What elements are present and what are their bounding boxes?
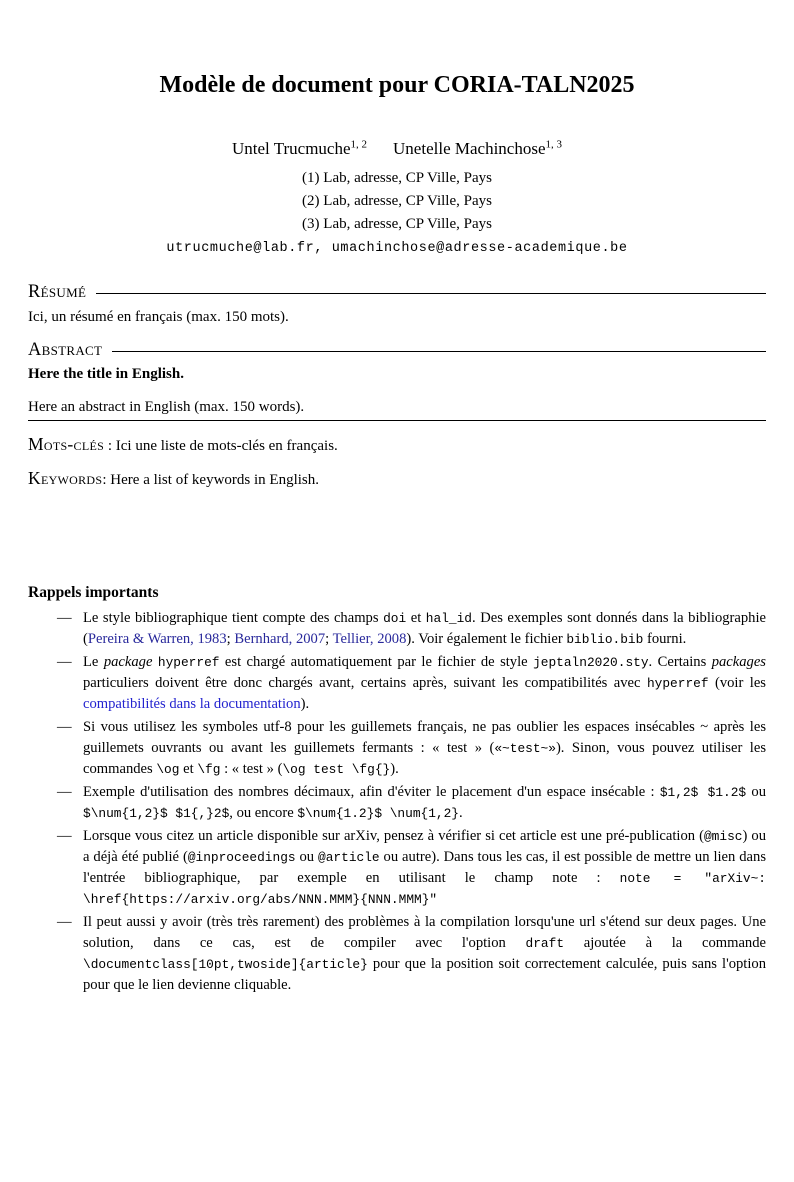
rappels-heading: Rappels importants [28, 583, 159, 601]
resume-label: Résumé [28, 281, 87, 302]
item-bullet: — [57, 827, 72, 844]
text-span: Le [83, 653, 104, 670]
abstract-section [28, 340, 766, 421]
citation-link[interactable]: Tellier, 2008 [332, 630, 407, 647]
text-span: pour que la position soit correctement calculée, puis sans l'option pour que le lien devienne cliquable. [83, 955, 766, 993]
authors-line [28, 138, 766, 159]
code-span: \fg [197, 761, 221, 777]
text-span: ). [300, 695, 310, 712]
text-span: , ou encore [229, 804, 298, 821]
mots-cles-line [28, 434, 766, 455]
code-span: note = "arXiv~: \href{https://arxiv.org/abs/NNN.MMM}{NNN.MMM}" [83, 870, 766, 907]
text-span: et [406, 609, 426, 626]
code-span: draft [525, 935, 565, 951]
document-title: Modèle de document pour CORIA-TALN2025 [159, 72, 635, 98]
code-span: @inproceedings [187, 849, 296, 865]
resume-rule [96, 293, 766, 294]
code-span: \documentclass[10pt,twoside]{article} [83, 956, 368, 972]
code-span: $1,2$ $1.2$ [659, 784, 747, 800]
mots-cles-text: Ici une liste de mots-clés en français. [115, 437, 338, 454]
text-span: Lorsque vous citez un article disponible sur arXiv, pensez à vérifier si cet article est une pré-publication ( [83, 827, 704, 844]
abstract-text: Here an abstract in English (max. 150 words). [28, 399, 766, 421]
text-span: ). Sinon, vous pouvez utiliser les commandes [83, 739, 766, 777]
author-1-name: Untel Trucmuche [232, 138, 351, 158]
document-page [0, 70, 794, 1182]
code-span: $\num{1.2}$ \num{1,2} [297, 805, 460, 821]
italic-span: packages [711, 653, 766, 670]
mots-cles-label: Mots-clés [28, 433, 105, 454]
resume-text: Ici, un résumé en français (max. 150 mots). [28, 308, 289, 325]
rappel-item-4 [28, 782, 766, 824]
text-span: particuliers doivent être donc chargés avant, certains après, suivant les compatibilités avec [83, 674, 647, 691]
keywords-text: Here a list of keywords in English. [110, 471, 320, 488]
code-span: $\num{1,2}$ $1{,}2$ [83, 805, 230, 821]
code-span: hyperref [157, 654, 220, 670]
author-2-name: Unetelle Machinchose [393, 138, 546, 158]
code-span: jeptaln2020.sty [533, 654, 649, 670]
affiliation-1: (1) Lab, adresse, CP Ville, Pays [302, 169, 492, 186]
item-text [83, 610, 766, 647]
rappel-item-1 [28, 608, 766, 650]
item-text [83, 719, 766, 777]
resume-section [28, 282, 766, 326]
author-1-affiliation-marks: 1, 2 [350, 138, 368, 150]
keywords-separator: : [102, 471, 111, 488]
text-span: ou [295, 848, 319, 865]
text-span: . Des exemples sont donnés dans la bibliographie ( [83, 609, 766, 647]
rappel-item-6 [28, 912, 766, 996]
code-span: @misc [703, 828, 743, 844]
text-span: ) ou a déjà été publié ( [83, 827, 766, 865]
citation-link[interactable]: Bernhard, 2007 [234, 630, 326, 647]
text-span: Si vous utilisez les symboles utf-8 pour les guillemets français, ne pas oublier les espaces insécables ~ après les guillemets ouvrants ou avant les guillemets fermants : « test » ( [83, 718, 766, 756]
text-span: ; [325, 630, 333, 647]
abstract-label: Abstract [28, 339, 103, 360]
resume-header [28, 282, 766, 303]
text-span: et [179, 760, 198, 777]
text-span: . Certains [648, 653, 712, 670]
text-span: ajoutée à la commande [564, 934, 766, 951]
code-span: «~test~» [494, 740, 556, 756]
text-span: : « test » ( [220, 760, 283, 777]
abstract-rule [112, 351, 766, 352]
text-span: ). [390, 760, 399, 777]
text-span: Le style bibliographique tient compte des champs [83, 609, 384, 626]
abstract-header [28, 340, 766, 361]
text-span: ; [226, 630, 235, 647]
keywords-label: Keywords [28, 467, 103, 488]
text-span: ou autre). Dans tous les cas, il est possible de mettre un lien dans l'entrée bibliographique, par exemple en utilisant le champ note : [83, 848, 766, 886]
code-span: doi [383, 610, 407, 626]
code-span: \og test \fg{} [282, 761, 391, 777]
affiliation-3: (3) Lab, adresse, CP Ville, Pays [302, 215, 492, 232]
rappel-item-5 [28, 826, 766, 910]
code-span: biblio.bib [566, 631, 644, 647]
mots-cles-separator: : [104, 437, 116, 454]
code-span: hal_id [425, 610, 472, 626]
citation-link[interactable]: Pereira & Warren, 1983 [87, 630, 227, 647]
rappel-item-3 [28, 717, 766, 780]
item-bullet: — [57, 609, 72, 626]
item-text [83, 828, 766, 907]
rappel-item-2 [28, 652, 766, 715]
item-bullet: — [57, 653, 72, 670]
code-span: hyperref [646, 675, 709, 691]
author-1 [232, 139, 367, 158]
doc-link[interactable]: compatibilités dans la documentation [83, 695, 301, 712]
text-span: Exemple d'utilisation des nombres décimaux, afin d'éviter le placement d'un espace insécable : [83, 783, 660, 800]
code-span: @article [318, 849, 380, 865]
text-span: Il peut aussi y avoir (très très rarement) des problèmes à la compilation lorsqu'une url s'étend sur deux pages. Une solution, dans ce cas, est de compiler avec l'option [83, 913, 766, 951]
text-span: ou [746, 783, 767, 800]
keywords-line [28, 468, 766, 489]
affiliations-block [28, 167, 766, 236]
item-bullet: — [57, 783, 72, 800]
item-text [83, 654, 766, 712]
english-title: Here the title in English. [28, 365, 184, 382]
item-text [83, 784, 766, 821]
italic-span: package [103, 653, 153, 670]
text-span: est chargé automatiquement par le fichier de style [219, 653, 534, 670]
code-span: \og [156, 761, 180, 777]
rappels-list [28, 608, 766, 996]
item-text [83, 914, 766, 993]
text-span: ). Voir également le fichier [406, 630, 567, 647]
text-span: fourni. [643, 630, 687, 647]
affiliation-2: (2) Lab, adresse, CP Ville, Pays [302, 192, 492, 209]
author-2-affiliation-marks: 1, 3 [545, 138, 562, 150]
item-bullet: — [57, 913, 72, 930]
text-span: . [459, 804, 463, 821]
author-emails: utrucmuche@lab.fr, umachinchose@adresse-academique.be [166, 240, 628, 256]
item-bullet: — [57, 718, 72, 735]
author-2 [393, 139, 562, 158]
text-span: (voir les [708, 674, 766, 691]
